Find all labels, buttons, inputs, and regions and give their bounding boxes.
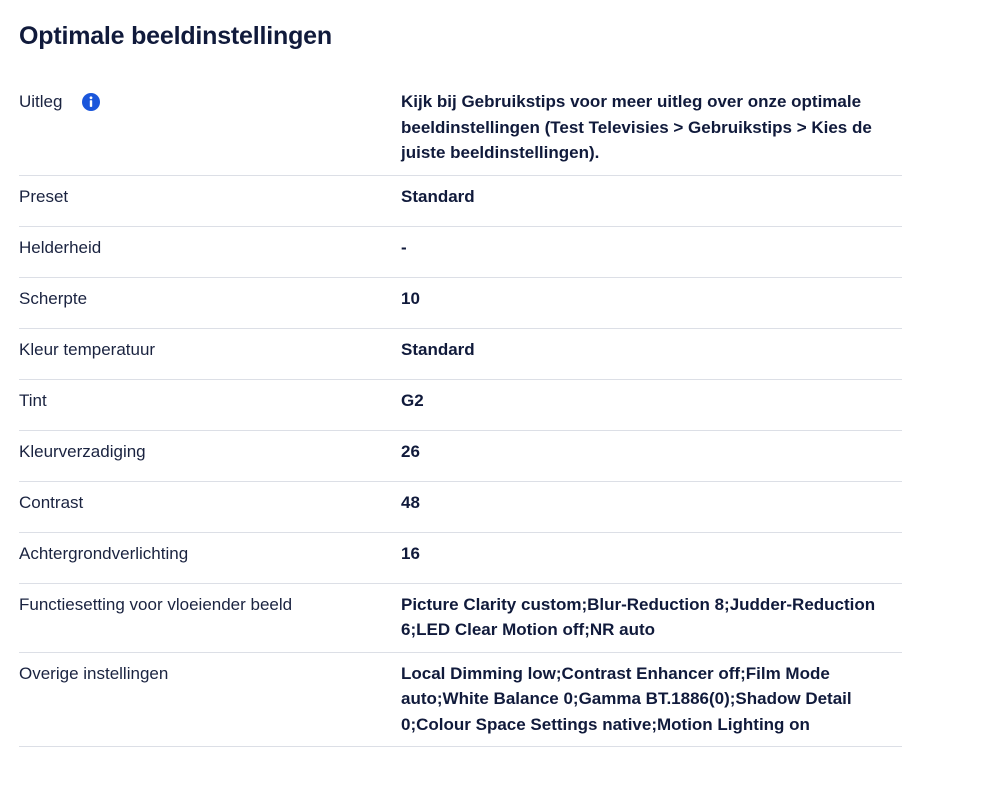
row-value: Standard [401, 339, 475, 359]
row-value: 10 [401, 288, 420, 308]
row-label: Kleurverzadiging [19, 441, 146, 461]
table-row-scherpte [19, 278, 902, 329]
table-row-achtergrondverlichting [19, 533, 902, 584]
table-row-helderheid [19, 227, 902, 278]
row-value: Picture Clarity custom;Blur-Reduction 8;Judder-Reduction 6;LED Clear Motion off;NR auto [401, 594, 876, 639]
settings-table [19, 81, 902, 747]
row-label: Contrast [19, 492, 84, 512]
table-row-preset [19, 176, 902, 227]
row-label: Tint [19, 390, 47, 410]
row-value: 48 [401, 492, 420, 512]
row-label: Preset [19, 186, 69, 206]
row-label-text: Uitleg [19, 92, 63, 111]
row-value: 26 [401, 441, 420, 461]
table-row-kleurverzadiging [19, 431, 902, 482]
row-label: Kleur temperatuur [19, 339, 156, 359]
row-label: Overige instellingen [19, 663, 169, 683]
row-value: G2 [401, 390, 424, 410]
table-row-functiesetting [19, 584, 902, 653]
row-value: Standard [401, 186, 475, 206]
row-label: Functiesetting voor vloeiender beeld [19, 594, 293, 614]
row-label: Helderheid [19, 237, 102, 257]
table-row-uitleg [19, 81, 902, 176]
row-label [19, 89, 401, 166]
page-title: Optimale beeldinstellingen [19, 22, 332, 50]
row-label: Scherpte [19, 288, 88, 308]
table-row-contrast [19, 482, 902, 533]
row-value: 16 [401, 543, 420, 563]
row-value: Local Dimming low;Contrast Enhancer off;Film Mode auto;White Balance 0;Gamma BT.1886(0);Shadow Detail 0;Colour Space Settings native;Motion Lighting on [401, 663, 852, 734]
table-row-kleur-temperatuur [19, 329, 902, 380]
row-label: Achtergrondverlichting [19, 543, 189, 563]
info-icon[interactable] [82, 93, 100, 111]
row-value: - [401, 237, 407, 257]
table-row-tint [19, 380, 902, 431]
row-value: Kijk bij Gebruikstips voor meer uitleg over onze optimale beeldinstellingen (Test Televisies > Gebruikstips > Kies de juiste beeldinstellingen). [401, 92, 872, 162]
table-row-overige-instellingen [19, 653, 902, 748]
